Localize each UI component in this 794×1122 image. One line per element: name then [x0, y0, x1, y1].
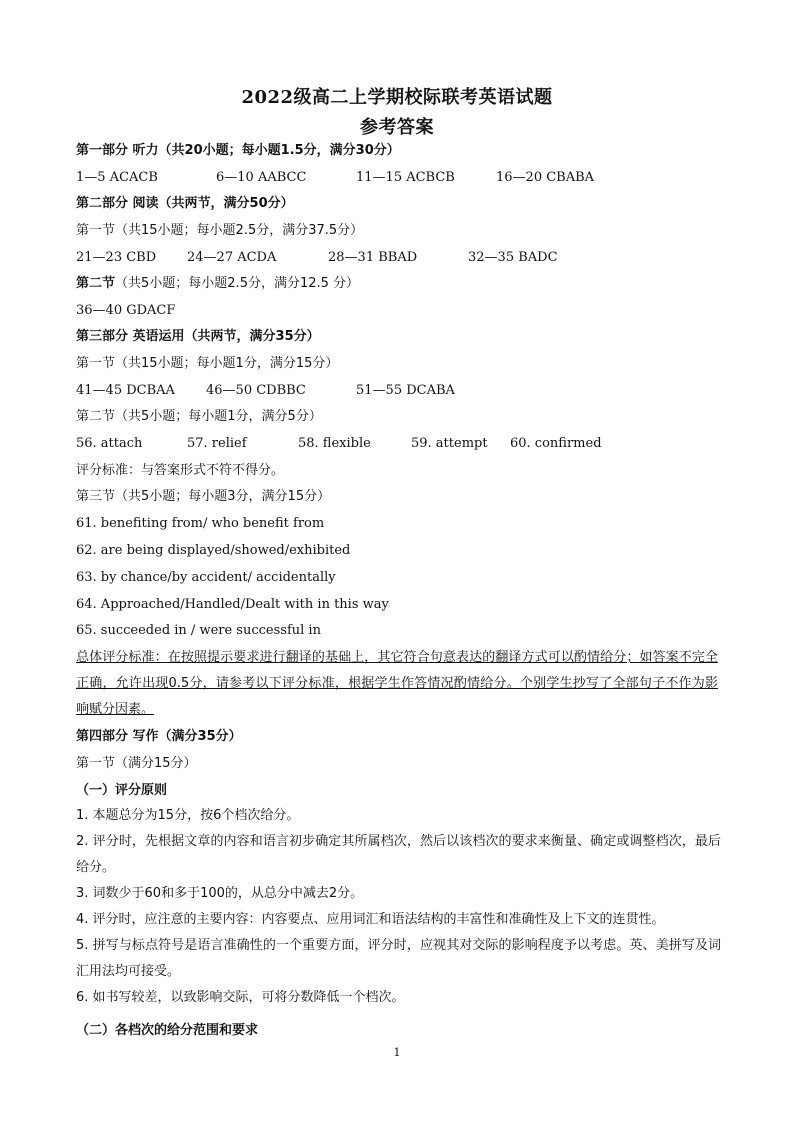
list-item: 63. by chance/by accident/ accidentally	[76, 570, 336, 585]
principles-list	[76, 803, 721, 1011]
answer-group: 6—10 AABCC	[216, 170, 307, 185]
page-subtitle: 参考答案	[360, 117, 434, 138]
answer-item: 58. flexible	[298, 436, 371, 451]
answer-group: 24—27 ACDA	[187, 250, 277, 265]
answer-group: 46—50 CDBBC	[206, 383, 306, 398]
principle-item: 2. 评分时，先根据文章的内容和语言初步确定其所属档次，然后以该档次的要求来衡量、确定或调整档次，最后给分。	[76, 834, 721, 875]
part2-sec2-answers: 36—40 GDACF	[76, 303, 176, 318]
answer-group: 1—5 ACACB	[76, 170, 158, 185]
part2-heading: 第二部分 阅读（共两节，满分50分）	[76, 196, 294, 211]
answer-group: 51—55 DCABA	[356, 383, 455, 398]
part1-heading: 第一部分 听力（共20小题；每小题1.5分，满分30分）	[76, 143, 400, 158]
list-item: 61. benefiting from/ who benefit from	[76, 516, 325, 531]
principle-item: 5. 拼写与标点符号是语言准确性的一个重要方面，评分时，应视其对交际的影响程度予以考虑。英、美拼写及词汇用法均可接受。	[76, 938, 721, 979]
section-detail: （共5小题；每小题2.5分，满分12.5 分）	[115, 276, 360, 291]
principle-item: 3. 词数少于60和多于100的，从总分中减去2分。	[76, 886, 364, 901]
part2-sec1-heading: 第一节（共15小题；每小题2.5分，满分37.5分）	[76, 223, 364, 238]
answer-item: 60. confirmed	[510, 436, 602, 451]
page-title: 2022级高二上学期校际联考英语试题	[241, 87, 553, 108]
part3-sec2-heading: 第二节（共5小题；每小题1分，满分5分）	[76, 409, 322, 424]
answer-group: 32—35 BADC	[468, 250, 558, 265]
answer-item: 56. attach	[76, 436, 143, 451]
principle-item: 4. 评分时，应注意的主要内容：内容要点、应用词汇和语法结构的丰富性和准确性及上下文的连贯性。	[76, 912, 665, 927]
part3-heading: 第三部分 英语运用（共两节，满分35分）	[76, 329, 320, 344]
answer-group: 21—23 CBD	[76, 250, 157, 265]
answer-group: 28—31 BBAD	[328, 250, 418, 265]
section-label: 第二节	[76, 276, 116, 291]
list-item: 65. succeeded in / were successful in	[76, 623, 321, 638]
answer-item: 59. attempt	[411, 436, 488, 451]
answer-group: 11—15 ACBCB	[356, 170, 455, 185]
part3-sec2-note: 评分标准：与答案形式不符不得分。	[76, 463, 285, 478]
answer-group: 16—20 CBABA	[496, 170, 595, 185]
part3-sec3-heading: 第三节（共5小题；每小题3分，满分15分）	[76, 489, 331, 504]
answer-item: 57. relief	[187, 436, 247, 451]
levels-heading: （二）各档次的给分范围和要求	[76, 1023, 259, 1038]
part2-sec2-heading	[76, 275, 359, 293]
part4-heading: 第四部分 写作（满分35分）	[76, 729, 242, 744]
principle-item: 1. 本题总分为15分，按6个档次给分。	[76, 808, 300, 823]
list-item: 64. Approached/Handled/Dealt with in this way	[76, 597, 389, 612]
principles-heading: （一）评分原则	[76, 783, 168, 798]
list-item: 62. are being displayed/showed/exhibited	[76, 543, 351, 558]
page-number: 1	[393, 1046, 401, 1059]
principle-item: 6. 如书写较差，以致影响交际，可将分数降低一个档次。	[76, 990, 405, 1005]
answer-group: 41—45 DCBAA	[76, 383, 175, 398]
part3-sec1-heading: 第一节（共15小题；每小题1分，满分15分）	[76, 356, 339, 371]
part4-sec1-heading: 第一节（满分15分）	[76, 756, 197, 771]
overall-scoring-note: 总体评分标准：在按照提示要求进行翻译的基础上，其它符合句意表达的翻译方式可以酌情给分；如答案不完全正确，允许出现0.5分，请参考以下评分标准，根据学生作答情况酌情给分。个别学生抄写了全部句子不作为影响赋分因素。	[76, 650, 718, 717]
